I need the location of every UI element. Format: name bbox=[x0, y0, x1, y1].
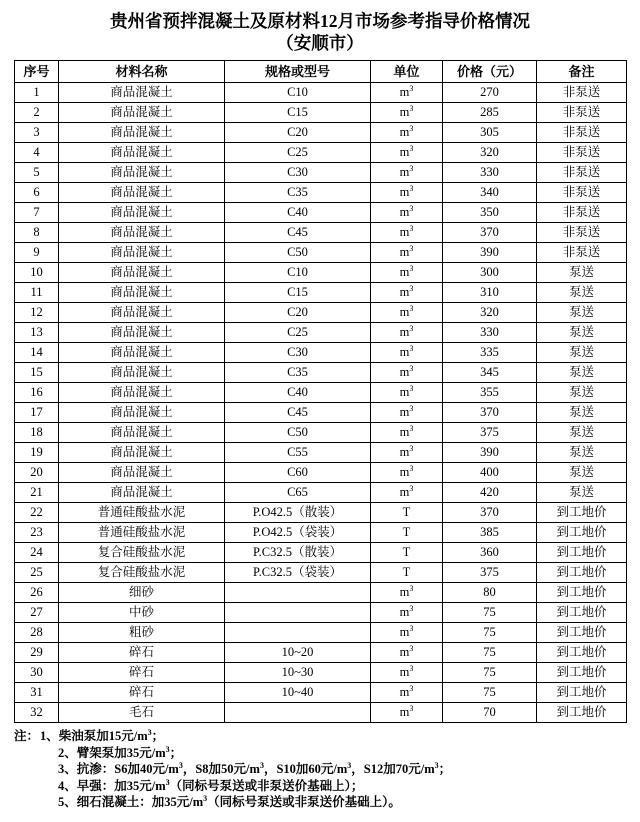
table-row bbox=[15, 243, 627, 263]
note-text: 5、细石混凝土：加35元$/m^3$（同标号泵送或非泵送价基础上）。 bbox=[58, 793, 401, 809]
cell-remark: 非泵送 bbox=[537, 143, 627, 163]
cell-remark: 到工地价 bbox=[537, 523, 627, 543]
cell-no: 16 bbox=[15, 383, 59, 403]
cell-remark: 到工地价 bbox=[537, 503, 627, 523]
table-row bbox=[15, 683, 627, 703]
cell-no: 21 bbox=[15, 483, 59, 503]
cell-unit: T bbox=[371, 543, 443, 563]
cell-price: 370 bbox=[443, 223, 537, 243]
cell-name: 细砂 bbox=[59, 583, 225, 603]
cell-name: 商品混凝土 bbox=[59, 83, 225, 103]
cell-spec: C45 bbox=[225, 223, 371, 243]
cell-price: 355 bbox=[443, 383, 537, 403]
cell-no: 7 bbox=[15, 203, 59, 223]
cell-remark: 非泵送 bbox=[537, 83, 627, 103]
cell-price: 285 bbox=[443, 103, 537, 123]
cell-remark: 到工地价 bbox=[537, 603, 627, 623]
cell-price: 75 bbox=[443, 683, 537, 703]
cell-price: 300 bbox=[443, 263, 537, 283]
cell-no: 26 bbox=[15, 583, 59, 603]
cell-no: 15 bbox=[15, 363, 59, 383]
cell-no: 20 bbox=[15, 463, 59, 483]
cell-no: 12 bbox=[15, 303, 59, 323]
cell-no: 18 bbox=[15, 423, 59, 443]
cell-unit: $m^3$ bbox=[371, 123, 443, 143]
cell-no: 2 bbox=[15, 103, 59, 123]
cell-price: 420 bbox=[443, 483, 537, 503]
cell-price: 350 bbox=[443, 203, 537, 223]
cell-no: 28 bbox=[15, 623, 59, 643]
cell-spec: 10~30 bbox=[225, 663, 371, 683]
table-row bbox=[15, 583, 627, 603]
table-row bbox=[15, 643, 627, 663]
table-row bbox=[15, 103, 627, 123]
cell-remark: 非泵送 bbox=[537, 243, 627, 263]
cell-remark: 到工地价 bbox=[537, 643, 627, 663]
table-row bbox=[15, 603, 627, 623]
cell-no: 4 bbox=[15, 143, 59, 163]
cell-remark: 非泵送 bbox=[537, 103, 627, 123]
cell-no: 31 bbox=[15, 683, 59, 703]
table-row bbox=[15, 343, 627, 363]
cell-no: 17 bbox=[15, 403, 59, 423]
cell-name: 毛石 bbox=[59, 703, 225, 723]
table-row bbox=[15, 83, 627, 103]
cell-spec bbox=[225, 603, 371, 623]
price-table bbox=[14, 60, 627, 723]
cell-spec: C35 bbox=[225, 183, 371, 203]
cell-spec: C45 bbox=[225, 403, 371, 423]
table-header-row bbox=[15, 61, 627, 83]
table-row bbox=[15, 483, 627, 503]
cell-remark: 泵送 bbox=[537, 283, 627, 303]
document-title-block bbox=[14, 10, 626, 54]
cell-price: 330 bbox=[443, 163, 537, 183]
cell-spec: C10 bbox=[225, 83, 371, 103]
column-header-no: 序号 bbox=[15, 61, 59, 83]
cell-spec: C40 bbox=[225, 383, 371, 403]
cell-unit: $m^3$ bbox=[371, 323, 443, 343]
cell-price: 360 bbox=[443, 543, 537, 563]
cell-price: 375 bbox=[443, 423, 537, 443]
cell-unit: $m^3$ bbox=[371, 443, 443, 463]
cell-name: 商品混凝土 bbox=[59, 343, 225, 363]
cell-name: 碎石 bbox=[59, 663, 225, 683]
cell-spec: C55 bbox=[225, 443, 371, 463]
cell-name: 复合硅酸盐水泥 bbox=[59, 543, 225, 563]
cell-unit: $m^3$ bbox=[371, 463, 443, 483]
page-title: 贵州省预拌混凝土及原材料12月市场参考指导价格情况 bbox=[110, 11, 530, 31]
cell-unit: $m^3$ bbox=[371, 643, 443, 663]
cell-name: 商品混凝土 bbox=[59, 243, 225, 263]
cell-no: 30 bbox=[15, 663, 59, 683]
cell-price: 75 bbox=[443, 643, 537, 663]
cell-spec: 10~40 bbox=[225, 683, 371, 703]
cell-name: 商品混凝土 bbox=[59, 323, 225, 343]
cell-no: 10 bbox=[15, 263, 59, 283]
cell-unit: $m^3$ bbox=[371, 663, 443, 683]
cell-price: 270 bbox=[443, 83, 537, 103]
cell-price: 340 bbox=[443, 183, 537, 203]
column-header-price: 价格（元） bbox=[443, 61, 537, 83]
cell-price: 330 bbox=[443, 323, 537, 343]
cell-unit: $m^3$ bbox=[371, 263, 443, 283]
cell-price: 335 bbox=[443, 343, 537, 363]
cell-price: 310 bbox=[443, 283, 537, 303]
cell-unit: $m^3$ bbox=[371, 363, 443, 383]
cell-name: 商品混凝土 bbox=[59, 143, 225, 163]
cell-unit: $m^3$ bbox=[371, 283, 443, 303]
cell-remark: 非泵送 bbox=[537, 163, 627, 183]
cell-no: 3 bbox=[15, 123, 59, 143]
cell-remark: 泵送 bbox=[537, 403, 627, 423]
cell-remark: 非泵送 bbox=[537, 183, 627, 203]
cell-name: 商品混凝土 bbox=[59, 223, 225, 243]
cell-unit: $m^3$ bbox=[371, 623, 443, 643]
cell-unit: $m^3$ bbox=[371, 583, 443, 603]
cell-remark: 泵送 bbox=[537, 343, 627, 363]
cell-name: 商品混凝土 bbox=[59, 443, 225, 463]
cell-spec: C30 bbox=[225, 163, 371, 183]
cell-unit: $m^3$ bbox=[371, 223, 443, 243]
cell-spec: C50 bbox=[225, 243, 371, 263]
cell-no: 8 bbox=[15, 223, 59, 243]
cell-spec: C10 bbox=[225, 263, 371, 283]
cell-name: 商品混凝土 bbox=[59, 303, 225, 323]
cell-price: 370 bbox=[443, 403, 537, 423]
table-row bbox=[15, 163, 627, 183]
column-header-name: 材料名称 bbox=[59, 61, 225, 83]
cell-name: 商品混凝土 bbox=[59, 283, 225, 303]
cell-price: 400 bbox=[443, 463, 537, 483]
cell-spec: C60 bbox=[225, 463, 371, 483]
cell-spec: C25 bbox=[225, 143, 371, 163]
cell-spec: C20 bbox=[225, 303, 371, 323]
cell-spec: C65 bbox=[225, 483, 371, 503]
cell-name: 商品混凝土 bbox=[59, 263, 225, 283]
cell-unit: $m^3$ bbox=[371, 483, 443, 503]
cell-spec: P.C32.5（袋装） bbox=[225, 563, 371, 583]
cell-remark: 泵送 bbox=[537, 383, 627, 403]
cell-spec: C30 bbox=[225, 343, 371, 363]
cell-remark: 到工地价 bbox=[537, 563, 627, 583]
notes-block bbox=[14, 728, 626, 811]
cell-price: 70 bbox=[443, 703, 537, 723]
cell-unit: T bbox=[371, 563, 443, 583]
table-row bbox=[15, 263, 627, 283]
cell-spec: 10~20 bbox=[225, 643, 371, 663]
table-row bbox=[15, 123, 627, 143]
cell-unit: $m^3$ bbox=[371, 383, 443, 403]
cell-remark: 到工地价 bbox=[537, 663, 627, 683]
cell-unit: $m^3$ bbox=[371, 163, 443, 183]
cell-spec: C15 bbox=[225, 283, 371, 303]
table-row bbox=[15, 183, 627, 203]
cell-price: 75 bbox=[443, 663, 537, 683]
cell-price: 390 bbox=[443, 243, 537, 263]
cell-name: 商品混凝土 bbox=[59, 423, 225, 443]
cell-unit: $m^3$ bbox=[371, 143, 443, 163]
note-text: 4、早强：加35元$/m^3$（同标号泵送或非泵送价基础上）； bbox=[58, 777, 364, 793]
cell-price: 390 bbox=[443, 443, 537, 463]
cell-unit: T bbox=[371, 523, 443, 543]
cell-no: 9 bbox=[15, 243, 59, 263]
cell-remark: 到工地价 bbox=[537, 703, 627, 723]
cell-unit: $m^3$ bbox=[371, 183, 443, 203]
cell-name: 商品混凝土 bbox=[59, 203, 225, 223]
table-row bbox=[15, 523, 627, 543]
table-row bbox=[15, 623, 627, 643]
cell-unit: $m^3$ bbox=[371, 103, 443, 123]
cell-spec: C20 bbox=[225, 123, 371, 143]
cell-spec: P.O42.5（袋装） bbox=[225, 523, 371, 543]
table-row bbox=[15, 443, 627, 463]
column-header-spec: 规格或型号 bbox=[225, 61, 371, 83]
cell-remark: 非泵送 bbox=[537, 223, 627, 243]
cell-name: 碎石 bbox=[59, 683, 225, 703]
note-row bbox=[14, 745, 626, 762]
table-row bbox=[15, 223, 627, 243]
table-row bbox=[15, 203, 627, 223]
cell-remark: 非泵送 bbox=[537, 123, 627, 143]
table-row bbox=[15, 383, 627, 403]
note-row bbox=[14, 778, 626, 795]
cell-no: 22 bbox=[15, 503, 59, 523]
cell-spec: C25 bbox=[225, 323, 371, 343]
cell-remark: 泵送 bbox=[537, 363, 627, 383]
cell-remark: 到工地价 bbox=[537, 583, 627, 603]
cell-name: 商品混凝土 bbox=[59, 123, 225, 143]
cell-unit: $m^3$ bbox=[371, 243, 443, 263]
cell-remark: 到工地价 bbox=[537, 543, 627, 563]
table-row bbox=[15, 303, 627, 323]
cell-unit: $m^3$ bbox=[371, 203, 443, 223]
cell-name: 商品混凝土 bbox=[59, 463, 225, 483]
table-row bbox=[15, 143, 627, 163]
cell-unit: $m^3$ bbox=[371, 343, 443, 363]
cell-name: 碎石 bbox=[59, 643, 225, 663]
cell-no: 25 bbox=[15, 563, 59, 583]
cell-no: 32 bbox=[15, 703, 59, 723]
cell-unit: $m^3$ bbox=[371, 603, 443, 623]
column-header-unit: 单位 bbox=[371, 61, 443, 83]
cell-name: 商品混凝土 bbox=[59, 383, 225, 403]
note-text: 1、柴油泵加15元$/m^3$； bbox=[40, 727, 165, 743]
note-row bbox=[14, 728, 626, 745]
cell-name: 普通硅酸盐水泥 bbox=[59, 503, 225, 523]
note-row bbox=[14, 794, 626, 811]
cell-unit: $m^3$ bbox=[371, 703, 443, 723]
table-row bbox=[15, 423, 627, 443]
cell-price: 320 bbox=[443, 303, 537, 323]
cell-no: 1 bbox=[15, 83, 59, 103]
cell-name: 商品混凝土 bbox=[59, 103, 225, 123]
cell-no: 13 bbox=[15, 323, 59, 343]
cell-remark: 非泵送 bbox=[537, 203, 627, 223]
cell-unit: $m^3$ bbox=[371, 423, 443, 443]
cell-price: 375 bbox=[443, 563, 537, 583]
cell-remark: 泵送 bbox=[537, 263, 627, 283]
cell-name: 商品混凝土 bbox=[59, 363, 225, 383]
table-row bbox=[15, 323, 627, 343]
cell-remark: 泵送 bbox=[537, 303, 627, 323]
cell-unit: T bbox=[371, 503, 443, 523]
cell-name: 商品混凝土 bbox=[59, 403, 225, 423]
cell-name: 商品混凝土 bbox=[59, 163, 225, 183]
cell-no: 29 bbox=[15, 643, 59, 663]
cell-no: 19 bbox=[15, 443, 59, 463]
cell-price: 385 bbox=[443, 523, 537, 543]
cell-spec: C35 bbox=[225, 363, 371, 383]
note-text: 2、臂架泵加35元$/m^3$； bbox=[58, 744, 183, 760]
cell-unit: $m^3$ bbox=[371, 683, 443, 703]
table-row bbox=[15, 363, 627, 383]
cell-price: 305 bbox=[443, 123, 537, 143]
cell-no: 11 bbox=[15, 283, 59, 303]
table-row bbox=[15, 543, 627, 563]
cell-price: 80 bbox=[443, 583, 537, 603]
cell-price: 75 bbox=[443, 603, 537, 623]
cell-name: 普通硅酸盐水泥 bbox=[59, 523, 225, 543]
cell-spec: C15 bbox=[225, 103, 371, 123]
cell-remark: 泵送 bbox=[537, 463, 627, 483]
cell-price: 75 bbox=[443, 623, 537, 643]
table-body bbox=[15, 83, 627, 723]
cell-remark: 泵送 bbox=[537, 483, 627, 503]
column-header-remark: 备注 bbox=[537, 61, 627, 83]
cell-unit: $m^3$ bbox=[371, 403, 443, 423]
table-row bbox=[15, 663, 627, 683]
cell-price: 345 bbox=[443, 363, 537, 383]
page-subtitle: （安顺市） bbox=[276, 33, 364, 53]
table-row bbox=[15, 463, 627, 483]
cell-price: 370 bbox=[443, 503, 537, 523]
cell-spec: C50 bbox=[225, 423, 371, 443]
cell-remark: 到工地价 bbox=[537, 683, 627, 703]
cell-remark: 泵送 bbox=[537, 443, 627, 463]
cell-name: 复合硅酸盐水泥 bbox=[59, 563, 225, 583]
cell-spec: P.O42.5（散装） bbox=[225, 503, 371, 523]
cell-remark: 到工地价 bbox=[537, 623, 627, 643]
table-row bbox=[15, 563, 627, 583]
cell-unit: $m^3$ bbox=[371, 303, 443, 323]
cell-no: 24 bbox=[15, 543, 59, 563]
table-row bbox=[15, 703, 627, 723]
notes-label: 注： bbox=[14, 729, 40, 743]
cell-remark: 泵送 bbox=[537, 323, 627, 343]
cell-no: 23 bbox=[15, 523, 59, 543]
table-row bbox=[15, 503, 627, 523]
cell-name: 中砂 bbox=[59, 603, 225, 623]
cell-remark: 泵送 bbox=[537, 423, 627, 443]
table-row bbox=[15, 283, 627, 303]
cell-name: 粗砂 bbox=[59, 623, 225, 643]
cell-no: 6 bbox=[15, 183, 59, 203]
note-row bbox=[14, 761, 626, 778]
cell-spec: P.C32.5（散装） bbox=[225, 543, 371, 563]
cell-spec: C40 bbox=[225, 203, 371, 223]
cell-no: 5 bbox=[15, 163, 59, 183]
cell-spec bbox=[225, 623, 371, 643]
cell-spec bbox=[225, 703, 371, 723]
cell-spec bbox=[225, 583, 371, 603]
table-row bbox=[15, 403, 627, 423]
cell-no: 14 bbox=[15, 343, 59, 363]
cell-unit: $m^3$ bbox=[371, 83, 443, 103]
cell-name: 商品混凝土 bbox=[59, 483, 225, 503]
note-text: 3、抗渗：S6加40元$/m^3$，S8加50元$/m^3$，S10加60元$/m^3$，S12加70元$/m^3$； bbox=[58, 760, 452, 776]
cell-price: 320 bbox=[443, 143, 537, 163]
cell-no: 27 bbox=[15, 603, 59, 623]
cell-name: 商品混凝土 bbox=[59, 183, 225, 203]
